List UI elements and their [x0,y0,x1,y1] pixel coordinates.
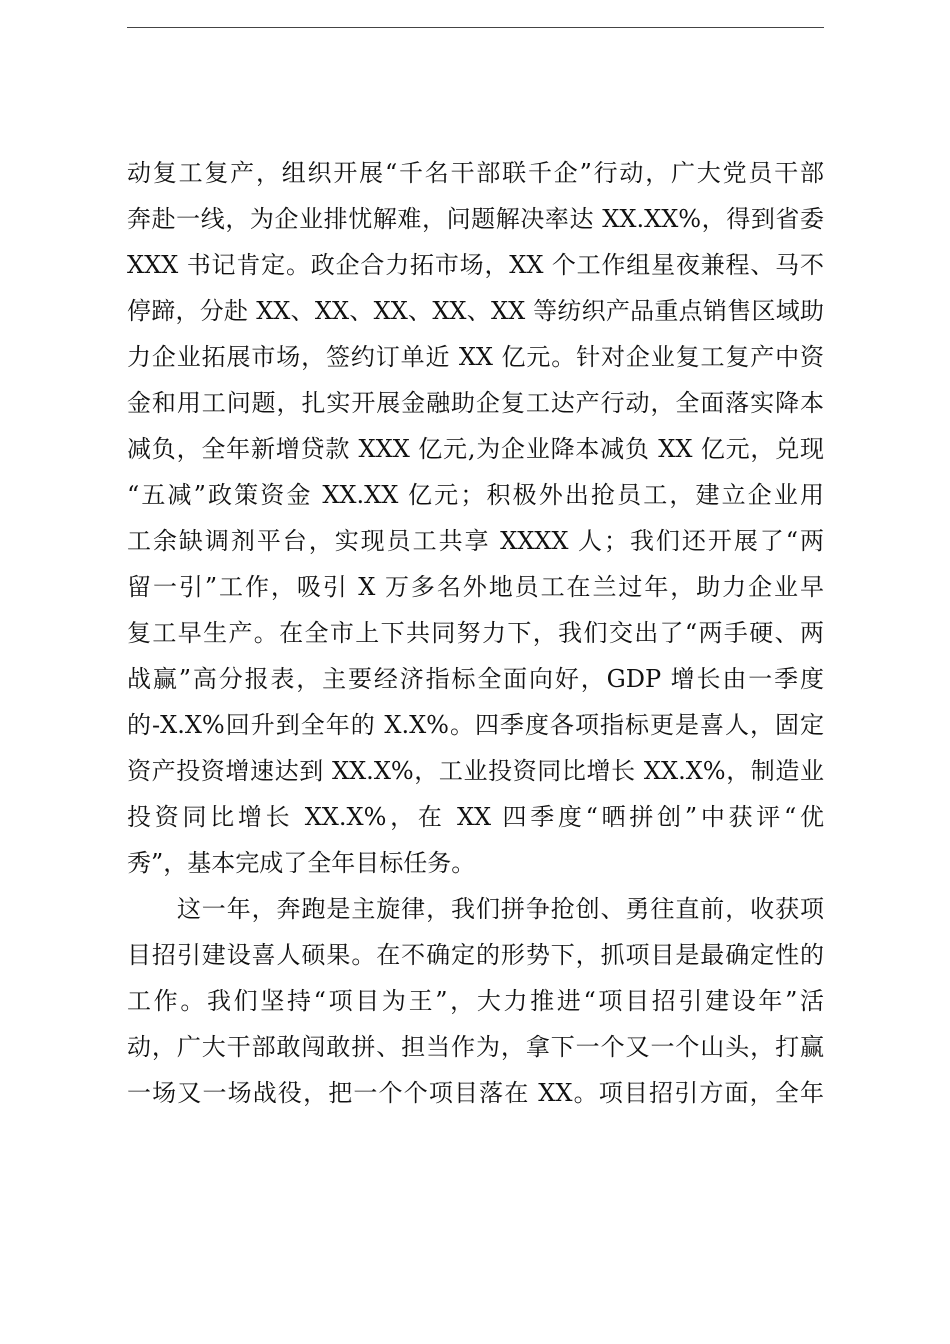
text-line: 动，广大干部敢闯敢拼、担当作为，拿下一个又一个山头，打赢 [127,1033,824,1061]
text-line: 资产投资增速达到 XX.X%，工业投资同比增长 XX.X%，制造业 [127,757,824,785]
text-line: 的-X.X%回升到全年的 X.X%。四季度各项指标更是喜人，固定 [127,711,824,739]
text-line: 秀”，基本完成了全年目标任务。 [127,849,476,877]
paragraph-1 [127,150,824,886]
text-line: 动复工复产，组织开展“千名干部联千企”行动，广大党员干部 [127,159,824,187]
header-rule [127,27,824,28]
text-line: 复工早生产。在全市上下共同努力下，我们交出了“两手硬、两 [127,619,824,647]
text-line: 金和用工问题，扎实开展金融助企复工达产行动，全面落实降本 [127,389,824,417]
text-line: 战赢”高分报表，主要经济指标全面向好，GDP 增长由一季度 [127,665,824,693]
text-line: “五减”政策资金 XX.XX 亿元；积极外出抢员工，建立企业用 [127,481,824,509]
text-line: 投资同比增长 XX.X%，在 XX 四季度“晒拼创”中获评“优 [127,803,824,831]
text-line: 力企业拓展市场，签约订单近 XX 亿元。针对企业复工复产中资 [127,343,824,371]
text-line: 留一引”工作，吸引 X 万多名外地员工在兰过年，助力企业早 [127,573,824,601]
text-line: 减负，全年新增贷款 XXX 亿元,为企业降本减负 XX 亿元，兑现 [127,435,824,463]
text-line: 目招引建设喜人硕果。在不确定的形势下，抓项目是最确定性的 [127,941,824,969]
text-line: 一场又一场战役，把一个个项目落在 XX。项目招引方面，全年 [127,1079,824,1107]
text-line: 这一年，奔跑是主旋律，我们拼争抢创、勇往直前，收获项 [127,895,824,923]
text-line: 工作。我们坚持“项目为王”，大力推进“项目招引建设年”活 [127,987,824,1015]
text-line: 工余缺调剂平台，实现员工共享 XXXX 人；我们还开展了“两 [127,527,824,555]
text-line: 奔赴一线，为企业排忧解难，问题解决率达 XX.XX%，得到省委 [127,205,824,233]
text-line: XXX 书记肯定。政企合力拓市场，XX 个工作组星夜兼程、马不 [127,251,824,279]
text-line: 停蹄，分赴 XX、XX、XX、XX、XX 等纺织产品重点销售区域助 [127,297,824,325]
paragraph-2 [127,886,824,1116]
document-body [127,150,824,1116]
